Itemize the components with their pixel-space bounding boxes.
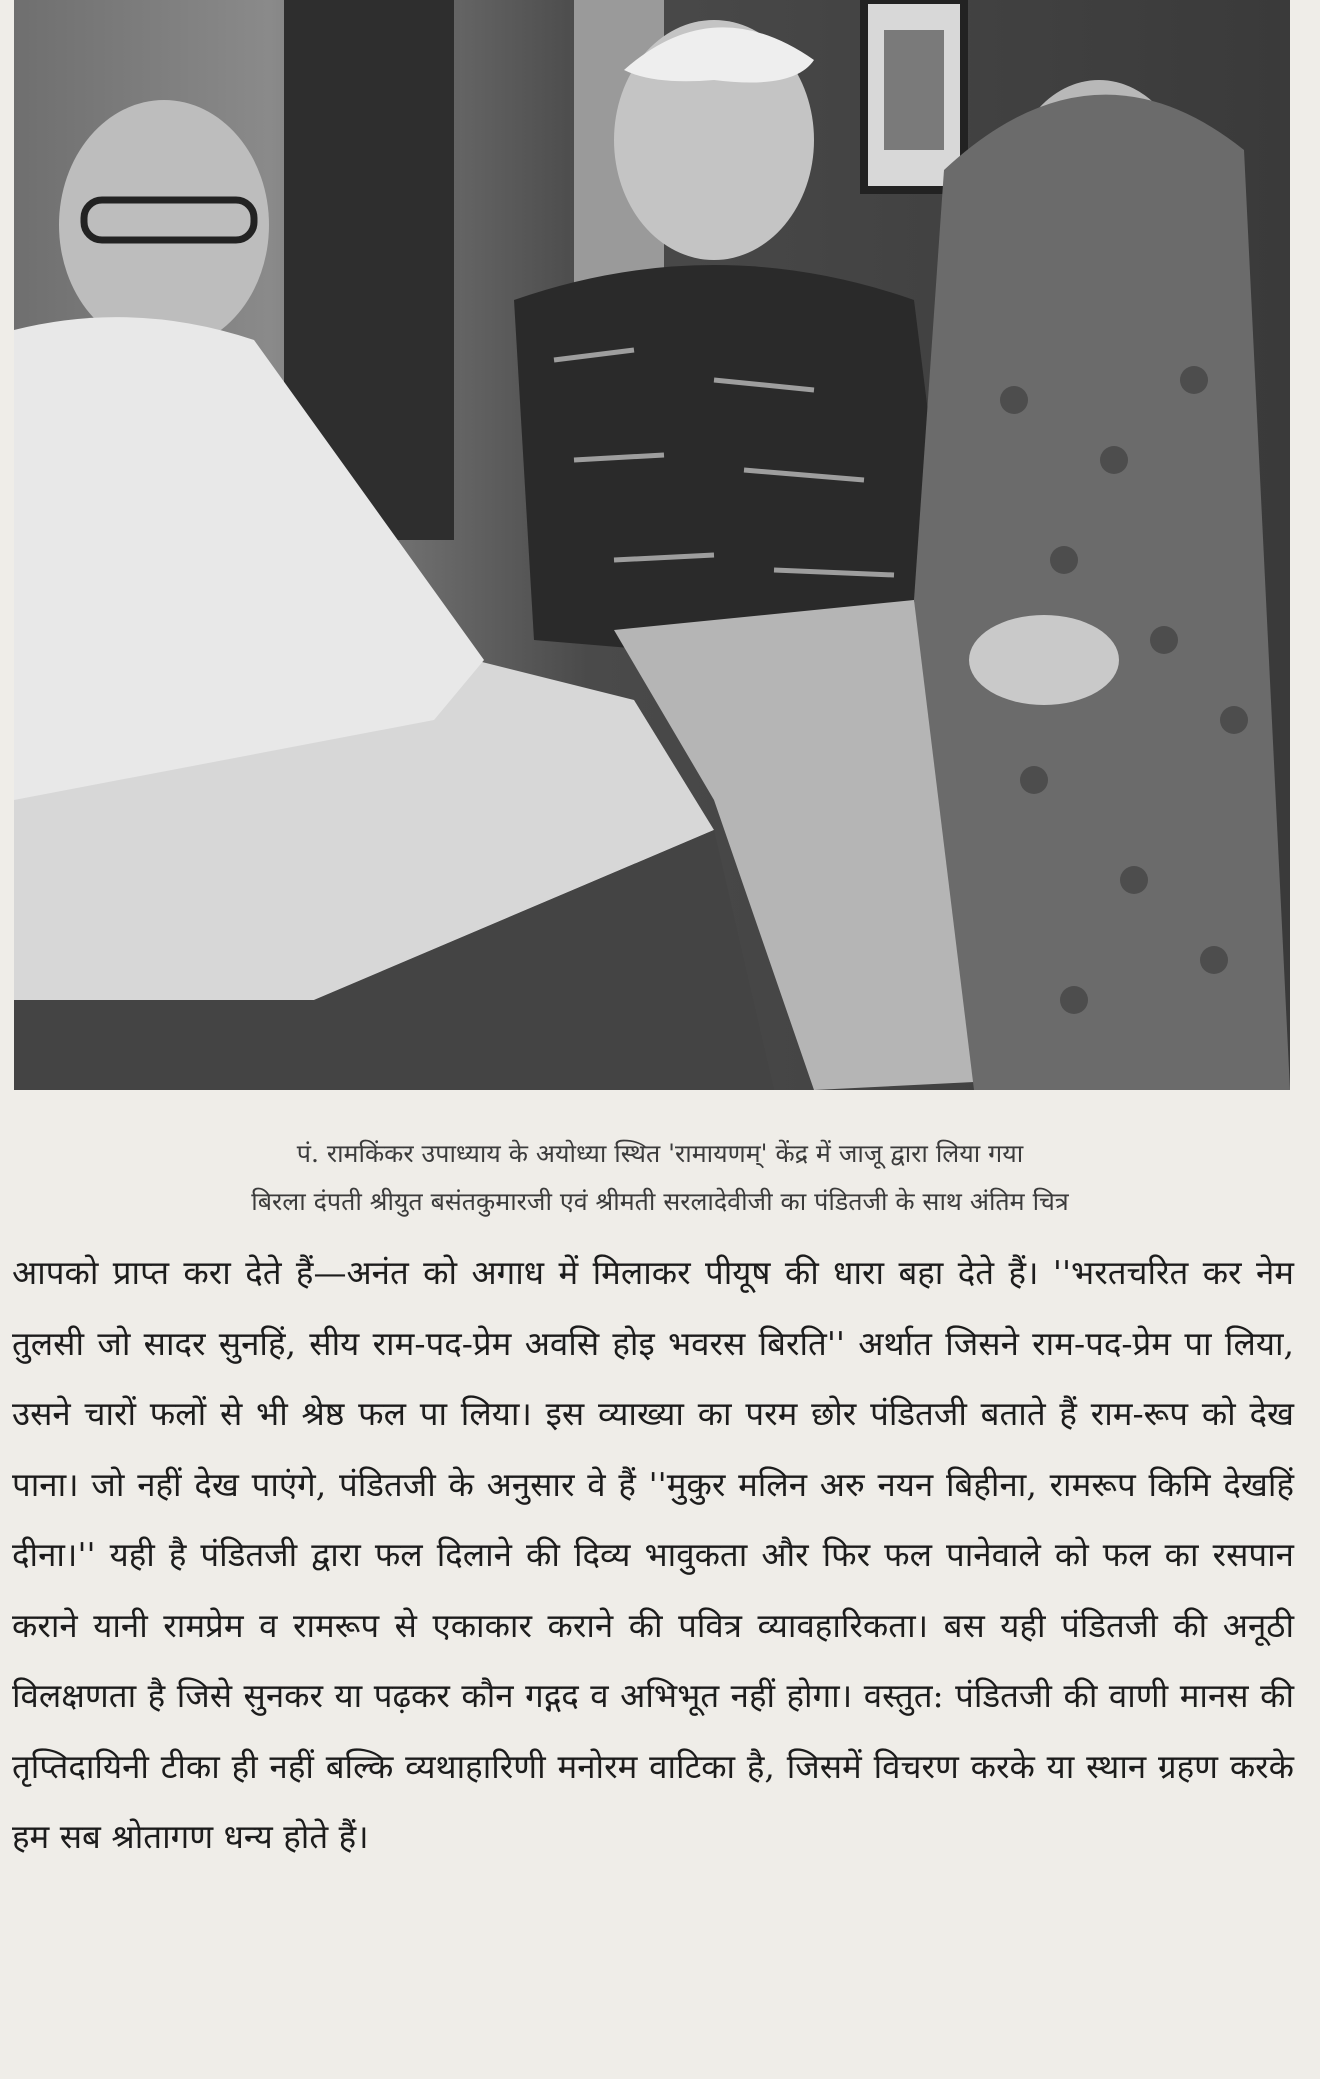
photo-caption — [0, 1130, 1320, 1226]
body-text — [12, 1238, 1294, 1873]
caption-line-2: बिरला दंपती श्रीयुत बसंतकुमारजी एवं श्रीमती सरलादेवीजी का पंडितजी के साथ अंतिम चित्र — [251, 1187, 1069, 1216]
photo-three-seated-people-icon — [14, 0, 1290, 1090]
body-paragraph: आपको प्राप्त करा देते हैं—अनंत को अगाध में मिलाकर पीयूष की धारा बहा देते हैं। ''भरतचरित कर नेम तुलसी जो सादर सुनहिं, सीय राम-पद-प्रेम अवसि होइ भवरस बिरति'' अर्थात जिसने राम-पद-प्रेम पा लिया, उसने चारों फलों से भी श्रेष्ठ फल पा लिया। इस व्याख्या का परम छोर पंडितजी बताते हैं राम-रूप को देख पाना। जो नहीं देख पाएंगे, पंडितजी के अनुसार वे हैं ''मुकुर मलिन अरु नयन बिहीना, रामरूप किमि देखहिं दीना।'' यही है पंडितजी द्वारा फल दिलाने की दिव्य भावुकता और फिर फल पानेवाले को फल का रसपान कराने यानी रामप्रेम व रामरूप से एकाकार कराने की पवित्र व्यावहारिकता। बस यही पंडितजी की अनूठी विलक्षणता है जिसे सुनकर या पढ़कर कौन गद्गद व अभिभूत नहीं होगा। वस्तुत: पंडितजी की वाणी मानस की तृप्तिदायिनी टीका ही नहीं बल्कि व्यथाहारिणी मनोरम वाटिका है, जिसमें विचरण करके या स्थान ग्रहण करके हम सब श्रोतागण धन्य होते हैं। — [12, 1253, 1294, 1856]
photograph — [14, 0, 1290, 1090]
caption-line-1: पं. रामकिंकर उपाध्याय के अयोध्या स्थित 'रामायणम्' केंद्र में जाजू द्वारा लिया गया — [296, 1139, 1024, 1168]
